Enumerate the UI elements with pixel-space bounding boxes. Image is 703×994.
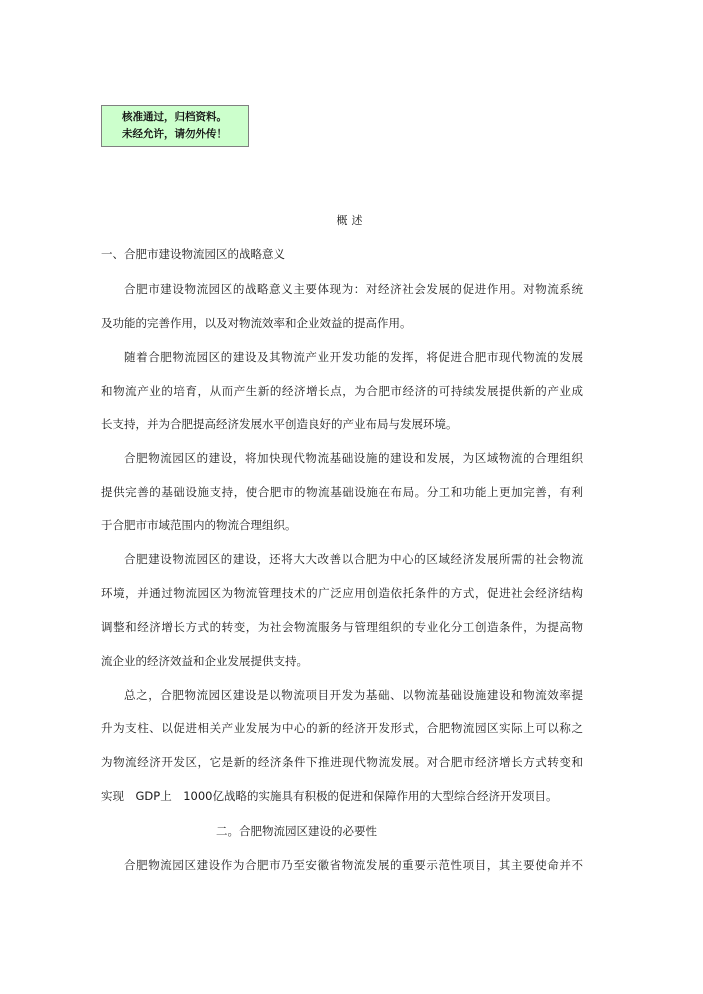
paragraph-line: 合肥市建设物流园区的战略意义主要体现为：对经济社会发展的促进作用。对物流系统 [124, 282, 583, 296]
paragraph-line: 升为支柱、以促进相关产业发展为中心的新的经济开发形式，合肥物流园区实际上可以称之 [101, 721, 583, 735]
paragraph-line: 流企业的经济效益和企业发展提供支持。 [101, 654, 308, 668]
section-2-heading: 二。合肥物流园区建设的必要性 [216, 824, 377, 838]
paragraph-line: 提供完善的基础设施支持，使合肥市的物流基础设施在布局。分工和功能上更加完善，有利 [101, 485, 583, 499]
paragraph-line: 为物流经济开发区，它是新的经济条件下推进现代物流发展。对合肥市经济增长方式转变和 [101, 755, 583, 769]
paragraph-line: 实现 GDP上 1000亿战略的实施具有积极的促进和保障作用的大型综合经济开发项目。 [101, 789, 558, 803]
paragraph-line: 和物流产业的培育，从而产生新的经济增长点，为合肥市经济的可持续发展提供新的产业成 [101, 384, 583, 398]
paragraph-line: 调整和经济增长方式的转变，为社会物流服务与管理组织的专业化分工创造条件，为提高物 [101, 620, 583, 634]
paragraph-line: 及功能的完善作用，以及对物流效率和企业效益的提高作用。 [101, 316, 412, 330]
approval-stamp [101, 105, 249, 147]
paragraph-line: 合肥建设物流园区的建设，还将大大改善以合肥为中心的区域经济发展所需的社会物流 [124, 552, 583, 566]
paragraph-line: 环境，并通过物流园区为物流管理技术的广泛应用创造依托条件的方式，促进社会经济结构 [101, 586, 583, 600]
paragraph-line: 合肥物流园区建设作为合肥市乃至安徽省物流发展的重要示范性项目，其主要使命并不 [124, 858, 583, 872]
paragraph-line: 随着合肥物流园区的建设及其物流产业开发功能的发挥，将促进合肥市现代物流的发展 [124, 350, 583, 364]
stamp-line-2: 未经允许，请勿外传！ [122, 128, 227, 140]
section-1-heading: 一、合肥市建设物流园区的战略意义 [101, 247, 285, 261]
paragraph-line: 合肥物流园区的建设，将加快现代物流基础设施的建设和发展，为区域物流的合理组织 [124, 451, 583, 465]
stamp-line-1: 核准通过，归档资料。 [122, 111, 227, 123]
paragraph-line: 总之，合肥物流园区建设是以物流项目开发为基础、以物流基础设施建设和物流效率提 [124, 688, 583, 702]
paragraph-line: 长支持，并为合肥提高经济发展水平创造良好的产业布局与发展环境。 [101, 417, 458, 431]
paragraph-line: 于合肥市市域范围内的物流合理组织。 [101, 518, 297, 532]
document-title: 概述 [336, 214, 367, 227]
